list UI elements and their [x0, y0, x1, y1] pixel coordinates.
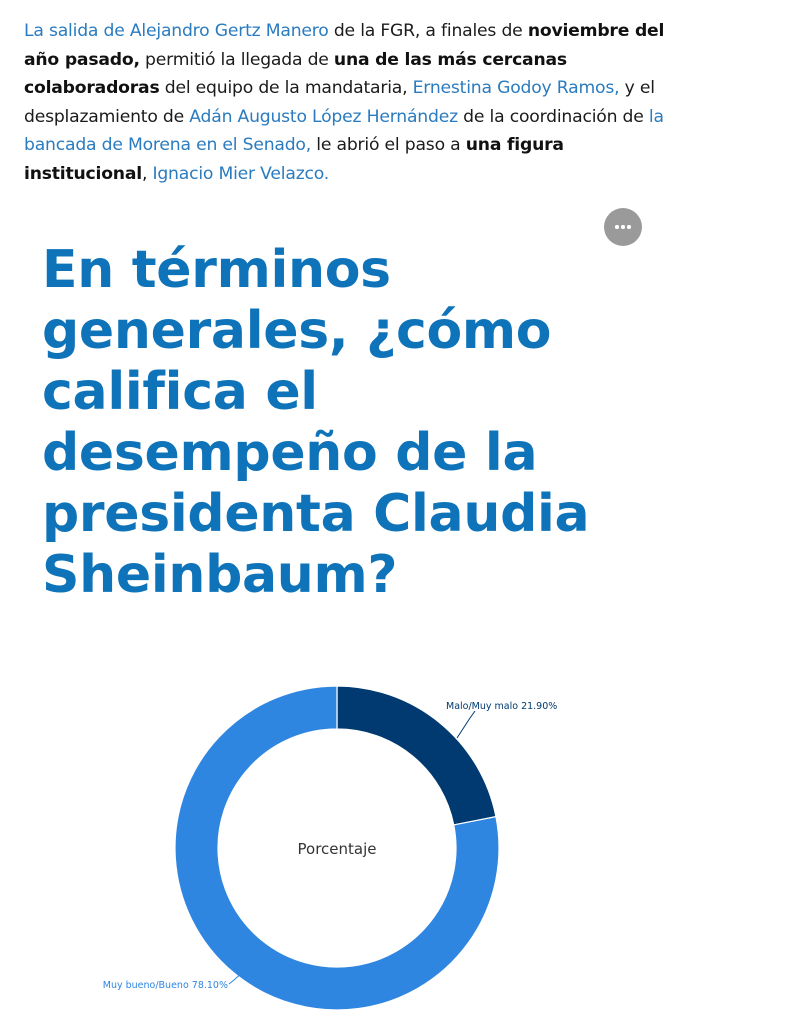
article-bold-text: una de las más cercanas colaboradoras: [24, 49, 567, 99]
article-paragraph: [24, 17, 674, 188]
center-label: Porcentaje: [297, 840, 377, 858]
article-bold-text: una figura institucional: [24, 135, 564, 184]
donut-chart: [0, 640, 785, 1024]
article-link[interactable]: Ernestina Godoy Ramos,: [412, 78, 620, 99]
article-link[interactable]: La salida de Alejandro Gertz Manero: [24, 21, 329, 42]
leader-line: [457, 711, 475, 738]
article-text: de la FGR, a finales de: [328, 21, 528, 42]
article-text: le abrió el paso a: [311, 135, 466, 156]
article-text: permitió la llegada de: [139, 49, 334, 70]
ellipsis-icon: [615, 225, 618, 228]
article-text: del equipo de la mandataria,: [159, 78, 413, 99]
article-link[interactable]: la bancada de Morena en el Senado,: [24, 106, 664, 156]
article-bold-text: noviembre del año pasado,: [24, 21, 665, 70]
article-link[interactable]: Adán Augusto López Hernández: [189, 106, 458, 127]
article-text: de la coordinación de: [457, 106, 649, 127]
article-link[interactable]: Ignacio Mier Velazco.: [152, 163, 330, 184]
chart-title: En términos generales, ¿cómo califica el desempeño de la presidenta Claudia Sheinbaum?: [42, 240, 590, 605]
article-text: y el desplazamiento de: [24, 78, 655, 127]
slice-label: Muy bueno/Bueno 78.10%: [102, 980, 228, 991]
slice-label: Malo/Muy malo 21.90%: [446, 701, 558, 712]
article-text: ,: [141, 163, 153, 184]
